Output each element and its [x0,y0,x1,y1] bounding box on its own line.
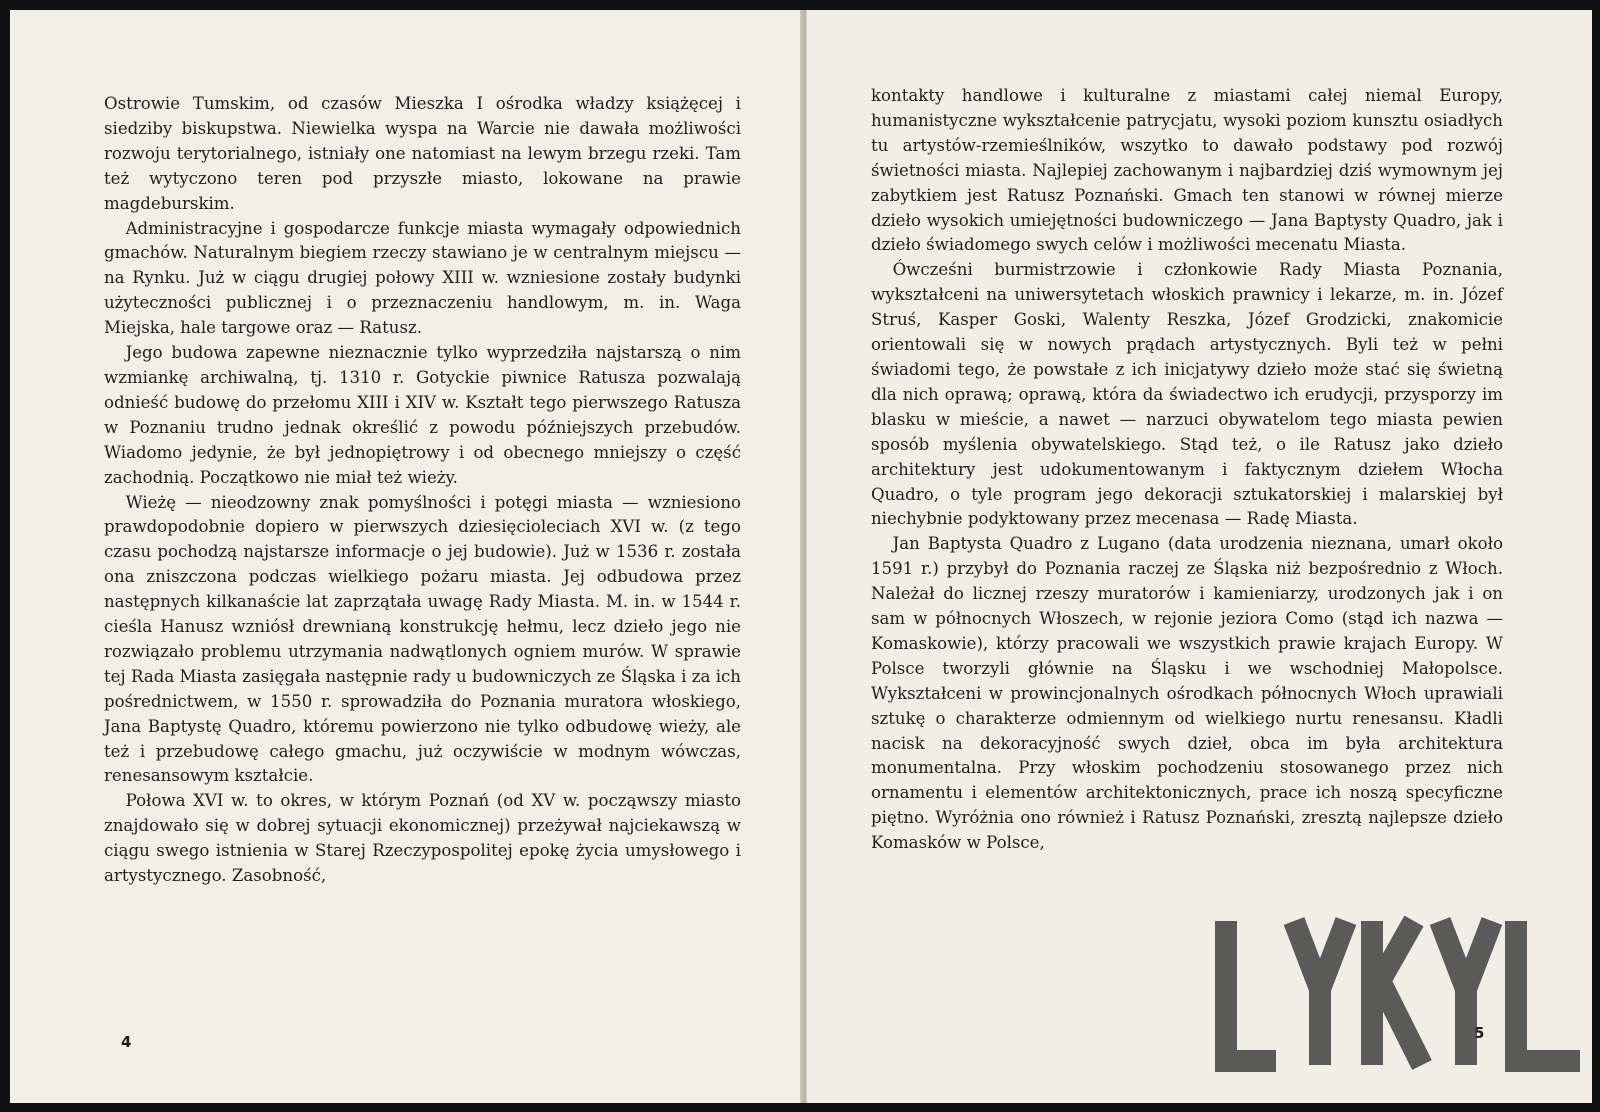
paragraph: Jego budowa zapewne nieznacznie tylko wyprzedziła najstarszą o nim wzmiankę archiwalną, tj. 1310 r. Gotyckie piwnice Ratusza pozwalają odnieść budowę do przełomu XIII i XIV w. Kształt tego pierwszego Ratusza w Poznaniu trudno jednak określić z powodu późniejszych przebudów. Wiadomo jedynie, że był jednopiętrowy i od obecnego mniejszy o część zachodnią. Początkowo nie miał też wieży. [104,343,741,487]
page-number: 4 [121,1033,132,1051]
paragraph: Ostrowie Tumskim, od czasów Mieszka I ośrodka władzy książęcej i siedziby biskupstwa. Niewielka wyspa na Warcie nie dawała możliwości rozwoju terytorialnego, istniały one natomiast na lewym brzegu rzeki. Tam też wytyczono teren pod przyszłe miasto, lokowane na prawie magdeburskim. [104,94,741,213]
paragraph: Wieżę — nieodzowny znak pomyślności i potęgi miasta — wzniesiono prawdopodobnie dopiero w pierwszych dziesięcioleciach XVI w. (z tego czasu pochodzą najstarsze informacje o jej budowie). Już w 1536 r. została ona zniszczona podczas wielkiego pożaru miasta. Jej odbudowa przez następnych kilkanaście lat zaprzątała uwagę Rady Miasta. M. in. w 1544 r. cieśla Hanusz wzniósł drewnianą konstrukcję hełmu, lecz dzieło jego nie rozwiązało problemu utrzymania nadwątlonych ogniem murów. W sprawie tej Rada Miasta zasięgała następnie rady u budowniczych ze Śląska i za ich pośrednictwem, w 1550 r. sprowadziła do Poznania muratora włoskiego, Jana Baptystę Quadro, któremu powierzono nie tylko odbudowę wieży, ale też i przebudowę całego gmachu, już oczywiście w modnym wówczas, renesansowym kształcie. [104,492,741,786]
paragraph: Jan Baptysta Quadro z Lugano (data urodzenia nieznana, umarł około 1591 r.) przybył do Poznania raczej ze Śląska niż bezpośrednio z Włoch. Należał do licznej rzeszy muratorów i kamieniarzy, urodzonych jak i on sam w północnych Włoszech, w rejonie jeziora Como (stąd ich nazwa — Komaskowie), którzy pracowali we wszystkich prawie krajach Europy. W Polsce tworzyli głównie na Śląsku i we wschodniej Małopolsce. Wykształceni w prowincjonalnych ośrodkach północnych Włoch uprawiali sztukę o charakterze odmiennym od wielkiego nurtu renesansu. Kładli nacisk na dekoracyjność swych dzieł, obca im była architektura monumentalna. Przy włoskim pochodzeniu stosowanego przez nich ornamentu i elementów architektonicznych, prace ich noszą specyficzne piętno. Wyróżnia ono również i Ratusz Poznański, zresztą najlepsze dzieło Komasków w Polsce, [871,534,1503,853]
page-number: 5 [1474,1024,1485,1042]
paragraph: kontakty handlowe i kulturalne z miastami całej niemal Europy, humanistyczne wykształcenie patrycjatu, wysoki poziom kunsztu osiadłych tu artystów-rzemieślników, wszytko to dawało podstawy pod rozwój świetności miasta. Najlepiej zachowanym i najbardziej dziś wymownym jej zabytkiem jest Ratusz Poznański. Gmach ten stanowi w równej mierze dzieło wysokich umiejętności budowniczego — Jana Baptysty Quadro, jak i dzieło świadomego swych celów i możliwości mecenatu Miasta. [871,86,1503,255]
right-page-text [871,84,1503,856]
right-page [806,10,1592,1103]
left-page-text [104,92,741,889]
paragraph: Ówcześni burmistrzowie i członkowie Rady Miasta Poznania, wykształceni na uniwersytetach włoskich prawnicy i lekarze, m. in. Józef Struś, Kasper Goski, Walenty Reszka, Józef Grodzicki, znakomicie orientowali się w nowych prądach artystycznych. Byli też w pełni świadomi tego, że powstałe z ich inicjatywy dzieło może stać się świetną dla nich oprawą; oprawą, która da świadectwo ich erudycji, przysporzy im blasku w mieście, a nawet — narzuci obywatelom tego miasta pewien sposób myślenia obywatelskiego. Stąd też, o ile Ratusz jako dzieło architektury jest udokumentowanym i faktycznym dziełem Włocha Quadro, o tyle program jego dekoracji sztukatorskiej i malarskiej był niechybnie podyktowany przez mecenasa — Radę Miasta. [871,260,1503,529]
paragraph: Połowa XVI w. to okres, w którym Poznań (od XV w. począwszy miasto znajdowało się w dobrej sytuacji ekonomicznej) przeżywał najciekawszą w ciągu swego istnienia w Starej Rzeczypospolitej epokę życia umysłowego i artystycznego. Zasobność, [104,791,741,886]
paragraph: Administracyjne i gospodarcze funkcje miasta wymagały odpowiednich gmachów. Naturalnym biegiem rzeczy stawiano je w centralnym miejscu — na Rynku. Już w ciągu drugiej połowy XIII w. wzniesione zostały budynki użyteczności publicznej i o przeznaczeniu handlowym, m. in. Waga Miejska, hale targowe oraz — Ratusz. [104,218,741,338]
left-page [10,10,803,1103]
